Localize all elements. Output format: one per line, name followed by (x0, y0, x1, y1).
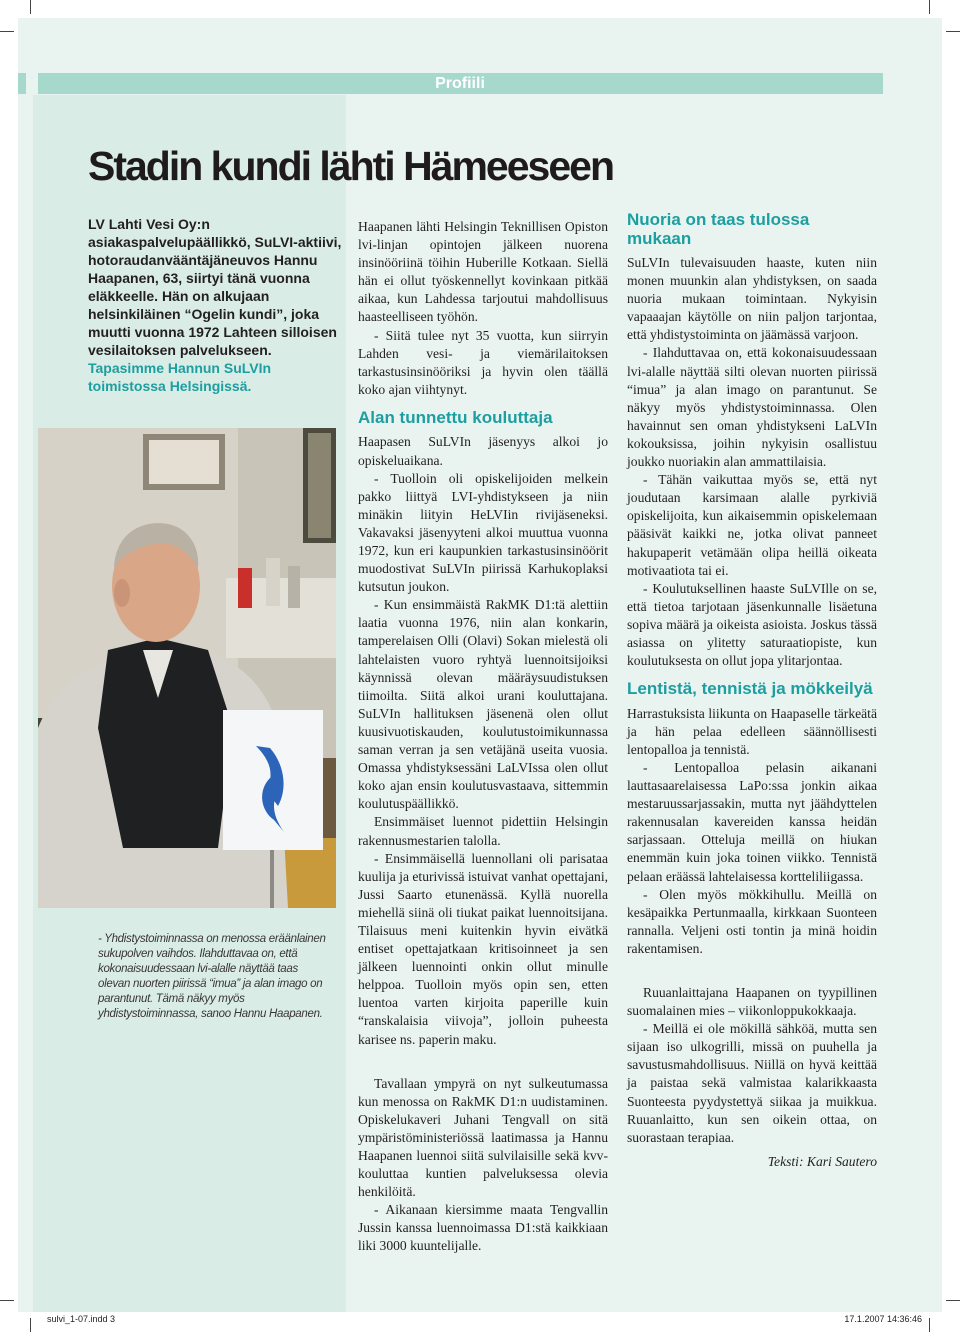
paragraph: - Tähän vaikuttaa myös se, että nyt joudutaan karsimaan alalle pyrkiviä opiskelijoita, kun aikaisemmin opiskelemaan pääsivät kaikki ne, jotka olivat panneet hakupaperit vetämään olipa heillä oikeata motivaatiota tai ei. (627, 472, 877, 578)
subheading-nuoria: Nuoria on taas tulossa mukaan (627, 210, 810, 248)
article-column-right (627, 211, 877, 1171)
subheading-lentista: Lentistä, tennistä ja mökkeilyä (627, 679, 873, 699)
paragraph: - Kun ensimmäistä RakMK D1:tä alettiin laatia vuonna 1976, niin alan konkarin, tamperelaisen Olli (Olavi) Sokan mielestä oli lahtelaisten vuoro ryhtyä luennoitsijoiksi käynnissä olevan määräysuudistuksen tiimoilta. Siitä alkoi urani kouluttajana. SuLVIn hallituksen jäsenenä olen ollut kuusivuotiskauden, koulutustoimikunnassa saman verran ja sen vetäjänä useita vuosia. Omassa yhdistyksessäni LaLVIssa olen ollut koko ajan ensin koulutusvastaava, sittemmin koulutuspäällikkö. (358, 597, 608, 812)
paragraph: Ruuanlaittajana Haapanen on tyypillinen suomalainen mies – viikonloppukokkaaja. (627, 984, 877, 1019)
paragraph: - Aikanaan kiersimme maata Tengvallin Jussin kanssa luennoimassa D1:stä kaikkiaan liki 3000 kuuntelijalle. (358, 1202, 608, 1254)
photo-caption: - Yhdistystoiminnassa on menossa eräänlainen sukupolven vaihdos. Ilahduttavaa on, että kokonaisuudessaan lvi-alalle näyttää taas olevan nuorten piirissä “imua” ja alan imago on parantunut. Tämä näkyy myös yhdistystoiminnassa, sanoo Hannu Haapanen. (98, 933, 326, 1020)
crop-mark (929, 1318, 930, 1332)
article-lead (88, 215, 343, 395)
article-column-middle (358, 218, 608, 1256)
paragraph: - Meillä ei ole mökillä sähköä, mutta sen sijaan iso ulkogrilli, missä on puuhella ja savustusmahdollisuus. Niillä on hyvä keittää ja paistaa sekä valmistaa kalarikkaasta Suonteesta pyydystettyä siikaa ja muikkua. Ruuanlaitto, kun sen oikein ottaa, on suorastaan terapiaa. (627, 1021, 877, 1145)
footer-timestamp: 17.1.2007 14:36:46 (844, 1314, 922, 1324)
paragraph: Ensimmäiset luennot pidettiin Helsingin rakennusmestarien talolla. (358, 814, 608, 848)
crop-mark (946, 1300, 960, 1301)
lead-text: LV Lahti Vesi Oy:n asiakaspalvelupäällikkö, SuLVI-aktiivi, hotoraudanvääntäjäneuvos Hannu Haapanen, 63, siirtyi tänä vuonna eläkkeelle. Hän on alkujaan helsinkiläinen “Ogelin kundi”, joka muutti vuonna 1972 Lahteen silloisen vesilaitoksen palvelukseen. (88, 216, 342, 358)
crop-mark (30, 1318, 31, 1332)
paragraph: - Tuolloin oli opiskelijoiden melkein pakko liittyä LVI-yhdistykseen ja niin minäkin liityin HeLVIin rivijäseneksi. Vakavaksi jäsenyyteni alkoi muuttua vuonna 1972, kun eri kaupunkien tarkastusinsinöörit muodostivat SuLVIn piirissä Karhukoplaksi kutsutun joukon. (358, 470, 608, 595)
crop-mark (929, 0, 930, 14)
crop-mark (946, 31, 960, 32)
paragraph: SuLVIn tulevaisuuden haaste, kuten niin monen muunkin alan yhdistyksen, on saada nuoria mukaan toimintaan. Nykyisin vapaaajan käytölle on niin paljon tarjontaa, että yhdistystoiminta on jäämässä varjoon. (627, 255, 877, 343)
lead-highlight: Tapasimme Hannun SuLVIn toimistossa Helsingissä. (88, 360, 272, 394)
paragraph: - Siitä tulee nyt 35 vuotta, kun siirryin Lahden vesi- ja viemärilaitoksen tarkastusinsinööriksi ja hyvin olen täällä koko ajan viihtynyt. (358, 327, 608, 397)
crop-mark (30, 0, 31, 14)
paragraph: - Koulutuksellinen haaste SuLVIlle on se, että tietoa tarjotaan jäsenkunnalle lisäetuna sopiva määrä ja oikeista asioista. Joskus tässä asiassa on ylitetty saturaatiopiste, kun koulutuksesta on ollut jopa ylitarjontaa. (627, 580, 877, 669)
paragraph: - Ilahduttavaa on, että kokonaisuudessaan lvi-alalle näyttää silti olevan nuorten piirissä “imua” ja alan imago on parantunut. Se näkyy myös yhdistystoiminnassa. Olen havainnut sen oman yhdistykseni LaLVIn kokouksissa, joihin nykyisin osallistuu joukko nuoriakin alan ammattilaisia. (627, 345, 877, 470)
paragraph: Harrastuksista liikunta on Haapaselle tärkeätä ja hän pelaa edelleen säännöllisesti lentopalloa ja tennistä. (627, 705, 877, 757)
author-signature: Teksti: Kari Sautero (767, 1153, 877, 1169)
paragraph: Haapanen lähti Helsingin Teknillisen Opiston lvi-linjan opintojen jälkeen nuorena insinööriinä töihin Huberille Kotkaan. Siellä hän ei ollut työskennellyt kovinkaan pitkää aikaa, kun Lahdessa tarjoutui mahdollisuus haasteelliseen työhön. (358, 219, 608, 325)
paragraph: Tavallaan ympyrä on nyt sulkeutumassa kun menossa on RakMK D1:n uudistaminen. Opiskelukaveri Juhani Tengvall on sitä ympäristöministeriössä laatimassa ja Hannu Haapanen luennoi siitä sulvilaisille sekä kvv-kouluttaa kuntien palveluksessa olevia henkilöitä. (358, 1075, 608, 1200)
crop-mark (0, 31, 14, 32)
subheading-kouluttaja: Alan tunnettu kouluttaja (358, 407, 553, 427)
section-label: Profiili (435, 75, 485, 92)
article-title: Stadin kundi lähti Hämeeseen (88, 143, 613, 189)
paragraph: - Ensimmäisellä luennollani oli parisataa kuulija ja eturivissä istuivat vanhat opettajani, Jussi Saarto etunenässä. Kyllä nuorella miehellä siinä oli tiukat paikat luennoitsijana. Tilaisuus meni kuitenkin hyvin eivätkä entiset opettajatkaan kritisoinneet ja sen jälkeen luennointi onkin ollut minulle helppoa. Tuolloin myös opin sen, etten luentoa varten kirjoita paperille kuin “ranskalaisia viivoja”, jolloin puheesta karisee ns. paperin maku. (358, 850, 608, 1047)
crop-mark (0, 1300, 14, 1301)
portrait-photo (38, 428, 336, 908)
paragraph: - Olen myös mökkihullu. Meillä on kesäpaikka Pertunmaalla, kirkkaan Suonteen rannalla. Veljeni osti tontin ja minä hoidin rakentamisen. (627, 886, 877, 956)
paragraph: - Lentopalloa pelasin aikanani lauttasaarelaisessa LaPo:ssa jonkin aikaa mestaruussarjassakin, mutta nyt jäähdyttelen rakennusalan kavereiden kanssa heidän sarjassaan. Otteluja meillä on hiukan enemmän kuin joka toinen viikko. Tennistä pelaan eräässä lahtelaisessa kortteliliigassa. (627, 759, 877, 884)
footer-filename: sulvi_1-07.indd 3 (47, 1314, 116, 1324)
paragraph: Haapasen SuLVIn jäsenyys alkoi jo opiskeluaikana. (358, 434, 608, 468)
